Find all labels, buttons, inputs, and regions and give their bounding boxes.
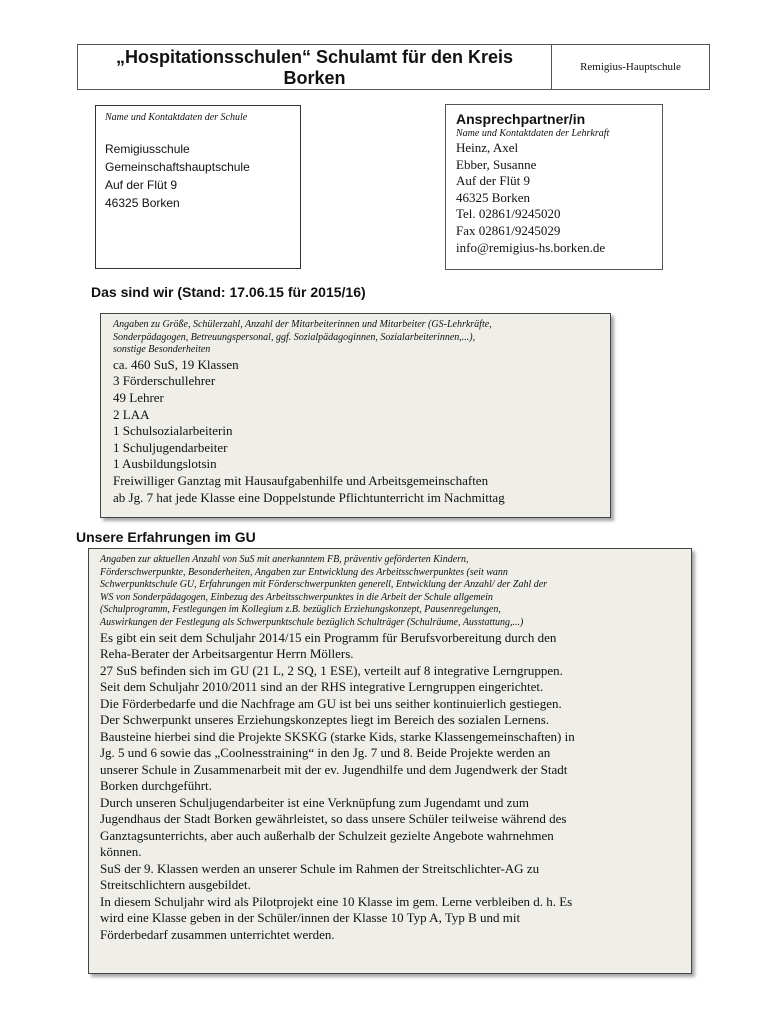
- school-line: 46325 Borken: [105, 196, 180, 210]
- content-line: unserer Schule in Zusammenarbeit mit der ev. Jugendhilfe und dem Jugendwerk der Stadt: [100, 761, 568, 777]
- content-line: 2 LAA: [113, 406, 150, 422]
- title-line-2: Borken: [283, 68, 346, 88]
- caption-line: Auswirkungen der Festlegung als Schwerpunktschule bezüglich Schulträger (Schulräume, Ausstattung,...): [100, 616, 524, 628]
- contact-box-title: Ansprechpartner/in: [456, 111, 586, 127]
- content-line: Jg. 5 und 6 sowie das „Coolnesstraining“ in den Jg. 7 und 8. Beide Projekte werden an: [100, 745, 551, 761]
- content-line: 49 Lehrer: [113, 389, 164, 405]
- header-school-name: Remigius-Hauptschule: [580, 61, 681, 73]
- school-line: Remigiusschule: [105, 142, 190, 156]
- contact-line: Ebber, Susanne: [456, 156, 537, 172]
- content-line: 1 Schuljugendarbeiter: [113, 439, 228, 455]
- content-line: Jugendhaus der Stadt Borken gewährleistet, so dass unsere Schüler teilweise während des: [100, 811, 567, 827]
- content-line: 27 SuS befinden sich im GU (21 L, 2 SQ, 1 ESE), verteilt auf 8 integrative Lerngruppen.: [100, 662, 563, 678]
- content-line: 1 Schulsozialarbeiterin: [113, 423, 233, 439]
- content-line: Reha-Berater der Arbeitsargentur Herrn Möllers.: [100, 646, 354, 662]
- gu-box-content: [100, 630, 680, 944]
- content-line: In diesem Schuljahr wird als Pilotprojekt eine 10 Klasse im gem. Lerne verbleiben d. h. Es: [100, 893, 573, 909]
- caption-line: (Schulprogramm, Festlegungen im Kollegium z.B. bezüglich Erziehungskonzept, Pausenregelungen,: [100, 604, 501, 616]
- caption-line: Förderschwerpunkte, Besonderheiten, Angaben zur Entwicklung des Arbeitsschwerpunktes (seit wann: [100, 566, 508, 578]
- content-line: können.: [100, 844, 142, 860]
- section-title-about: Das sind wir (Stand: 17.06.15 für 2015/16): [91, 284, 366, 300]
- school-line: Auf der Flüt 9: [105, 178, 178, 192]
- section-title-gu: Unsere Erfahrungen im GU: [76, 529, 256, 545]
- gu-box-caption: [100, 554, 680, 630]
- caption-line: Angaben zur aktuellen Anzahl von SuS mit anerkanntem FB, präventiv geförderten Kindern,: [100, 554, 469, 565]
- contact-box-caption: Name und Kontaktdaten der Lehrkraft: [456, 128, 610, 139]
- content-line: Förderbedarf zusammen unterrichtet werden.: [100, 926, 335, 942]
- about-box-caption: [113, 319, 598, 357]
- gu-experience-box: [88, 548, 692, 974]
- contact-person-box: [445, 104, 663, 270]
- contact-line: Fax 02861/9245029: [456, 222, 561, 238]
- contact-line: Tel. 02861/9245020: [456, 206, 561, 222]
- content-line: Borken durchgeführt.: [100, 778, 212, 794]
- content-line: 3 Förderschullehrer: [113, 373, 216, 389]
- content-line: Die Förderbedarfe und die Nachfrage am GU ist bei uns seither kontinuierlich gestiegen.: [100, 695, 562, 711]
- title-line-1: „Hospitationsschulen“ Schulamt für den Kreis: [115, 47, 514, 67]
- content-line: Der Schwerpunkt unseres Erziehungskonzeptes liegt im Bereich des sozialen Lernens.: [100, 712, 550, 728]
- contact-line: 46325 Borken: [456, 189, 531, 205]
- school-address: [105, 140, 291, 212]
- school-box-caption: Name und Kontaktdaten der Schule: [105, 112, 248, 123]
- content-line: ab Jg. 7 hat jede Klasse eine Doppelstunde Pflichtunterricht im Nachmittag: [113, 489, 505, 505]
- caption-line: sonstige Besonderheiten: [113, 344, 211, 356]
- caption-line: Angaben zu Größe, Schülerzahl, Anzahl der Mitarbeiterinnen und Mitarbeiter (GS-Lehrkräfte,: [113, 319, 492, 330]
- caption-line: Schwerpunktschule GU, Erfahrungen mit Förderschwerpunkten generell, Entwicklung der Anzahl/ der Zahl der: [100, 579, 548, 591]
- document-header: [77, 44, 710, 90]
- document-title: [78, 45, 552, 89]
- contact-email: info@remigius-hs.borken.de: [456, 239, 606, 255]
- content-line: wird eine Klasse geben in der Schüler/innen der Klasse 10 Typ A, Typ B und mit: [100, 910, 521, 926]
- content-line: Ganztagsunterrichts, aber auch außerhalb der Schulzeit gezielte Angebote wahrnehmen: [100, 827, 554, 843]
- school-line: Gemeinschaftshauptschule: [105, 160, 250, 174]
- contact-line: Auf der Flüt 9: [456, 173, 531, 189]
- contact-details: [456, 140, 652, 256]
- school-contact-box: [95, 105, 301, 269]
- content-line: SuS der 9. Klassen werden an unserer Schule im Rahmen der Streitschlichter-AG zu: [100, 860, 540, 876]
- content-line: Bausteine hierbei sind die Projekte SKSKG (starke Kids, starke Klassengemeinschaften) in: [100, 728, 575, 744]
- content-line: Es gibt ein seit dem Schuljahr 2014/15 ein Programm für Berufsvorbereitung durch den: [100, 629, 557, 645]
- content-line: 1 Ausbildungslotsin: [113, 456, 217, 472]
- contact-line: Heinz, Axel: [456, 140, 519, 155]
- content-line: Streitschlichtern ausgebildet.: [100, 877, 251, 893]
- caption-line: WS von Sonderpädagogen, Einbezug des Arbeitsschwerpunktes in die Arbeit der Schule allgemein: [100, 591, 493, 603]
- caption-line: Sonderpädagogen, Betreuungspersonal, ggf. Sozialpädagoginnen, Sozialarbeiterinnen,...),: [113, 331, 476, 343]
- content-line: Freiwilliger Ganztag mit Hausaufgabenhilfe und Arbeitsgemeinschaften: [113, 472, 489, 488]
- about-box: [100, 313, 611, 518]
- content-line: Seit dem Schuljahr 2010/2011 sind an der RHS integrative Lerngruppen eingerichtet.: [100, 679, 544, 695]
- content-line: Durch unseren Schuljugendarbeiter ist eine Verknüpfung zum Jugendamt und zum: [100, 794, 530, 810]
- content-line: ca. 460 SuS, 19 Klassen: [113, 356, 239, 372]
- about-box-content: [113, 357, 598, 506]
